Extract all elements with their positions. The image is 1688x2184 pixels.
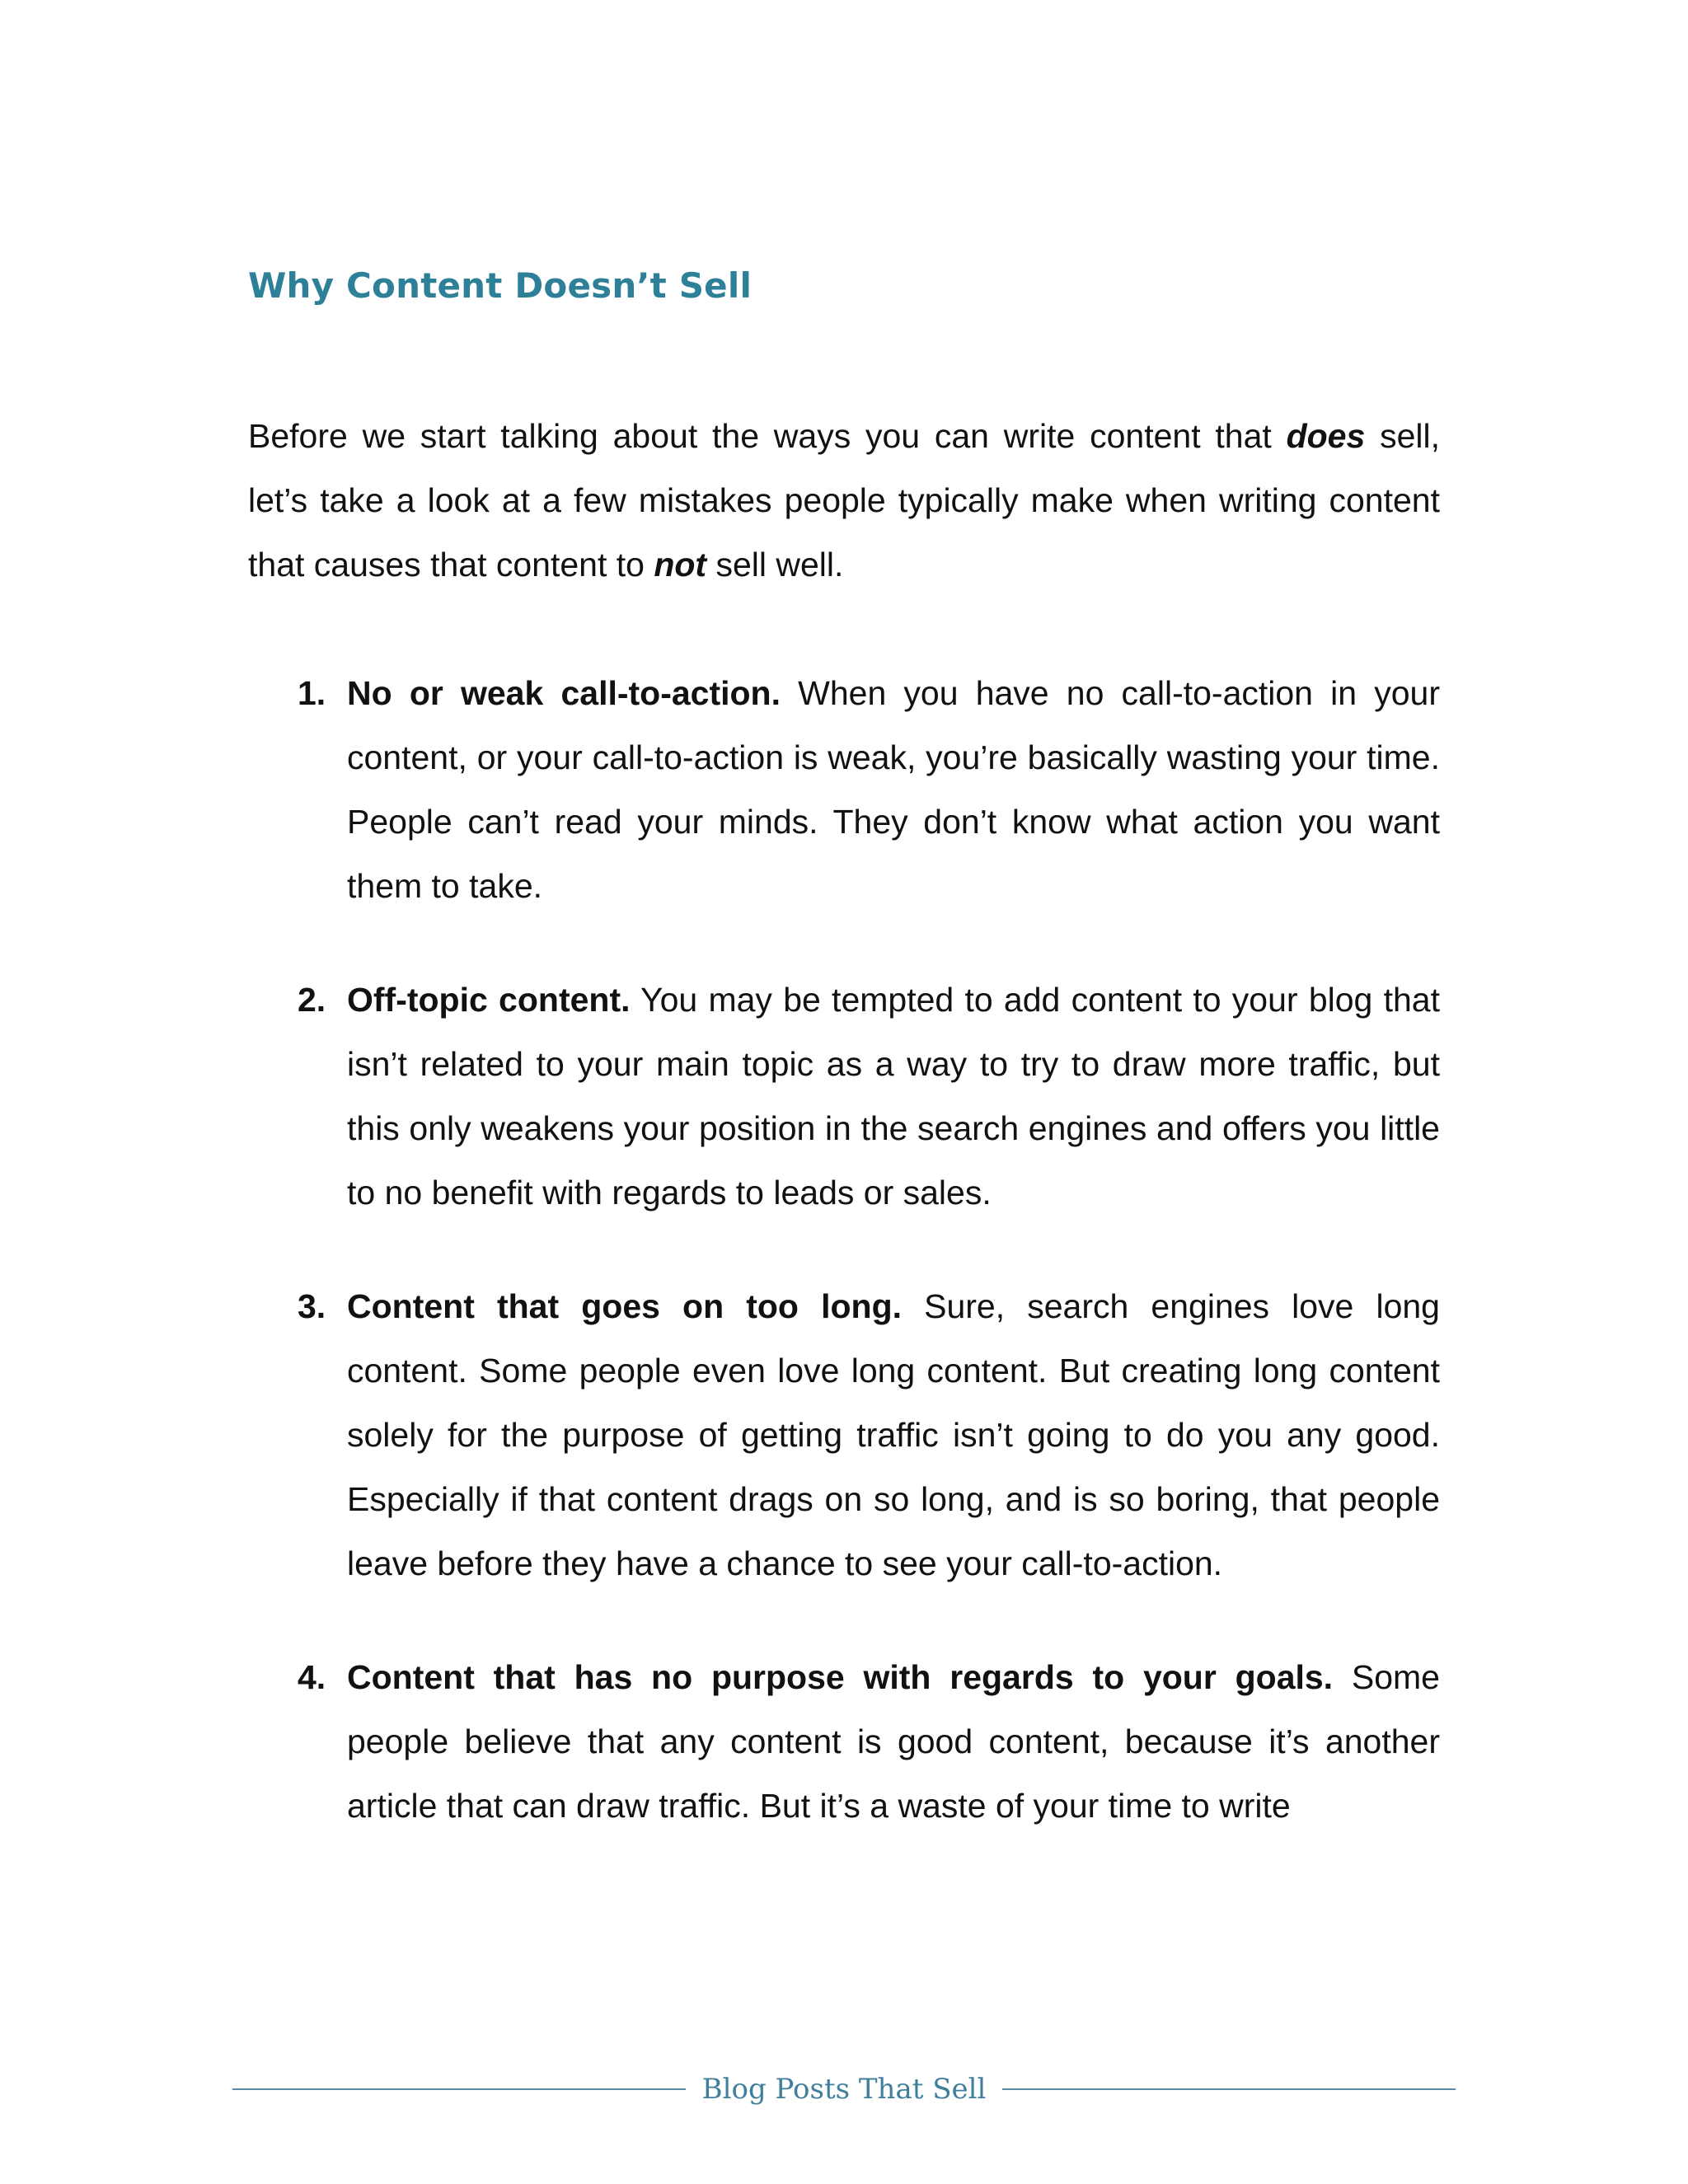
page-footer bbox=[232, 2064, 1456, 2114]
list-item-body: Sure, search engines love long content. Some people even love long content. But creating long content solely for the purpose of getting traffic isn’t going to do you any good. Especially if that content drags on so long, and is so boring, that people leave before they have a chance to see your call-to-action. bbox=[347, 1287, 1440, 1582]
list-item-number: 2. bbox=[298, 981, 326, 1019]
intro-paragraph bbox=[248, 404, 1440, 597]
list-item-title: Off-topic content. bbox=[347, 981, 631, 1019]
section-heading: Why Content Doesn’t Sell bbox=[248, 265, 753, 306]
footer-divider-left bbox=[232, 2088, 686, 2090]
intro-text-1: Before we start talking about the ways you can write content that bbox=[248, 417, 1287, 455]
list-item-number: 1. bbox=[298, 674, 326, 712]
list-item-number: 3. bbox=[298, 1287, 326, 1325]
intro-text-3: sell well. bbox=[706, 546, 844, 583]
list-item-4 bbox=[248, 1645, 1440, 1838]
list-item-1 bbox=[248, 661, 1440, 918]
footer-title: Blog Posts That Sell bbox=[701, 2073, 987, 2106]
list-item-title: Content that has no purpose with regards to your goals. bbox=[347, 1658, 1334, 1696]
footer-divider-right bbox=[1002, 2088, 1456, 2090]
list-item-3 bbox=[248, 1274, 1440, 1596]
intro-emphasis-not: not bbox=[654, 546, 707, 583]
intro-emphasis-does: does bbox=[1286, 417, 1366, 455]
mistakes-list bbox=[248, 661, 1440, 1887]
list-item-body: When you have no call-to-action in your content, or your call-to-action is weak, you’re basically wasting your time. People can’t read your minds. They don’t know what action you want them to take. bbox=[347, 674, 1440, 905]
list-item-2 bbox=[248, 968, 1440, 1225]
list-item-body: Some people believe that any content is good content, because it’s another article that can draw traffic. But it’s a waste of your time to write bbox=[347, 1658, 1440, 1825]
list-item-body: You may be tempted to add content to your blog that isn’t related to your main topic as a way to try to draw more traffic, but this only weakens your position in the search engines and offers you little to no benefit with regards to leads or sales. bbox=[347, 981, 1440, 1212]
list-item-title: Content that goes on too long. bbox=[347, 1287, 903, 1325]
list-item-number: 4. bbox=[298, 1658, 326, 1696]
list-item-title: No or weak call-to-action. bbox=[347, 674, 781, 712]
intro-text-2: sell, let’s take a look at a few mistakes people typically make when writing content that causes that content to bbox=[248, 417, 1440, 583]
